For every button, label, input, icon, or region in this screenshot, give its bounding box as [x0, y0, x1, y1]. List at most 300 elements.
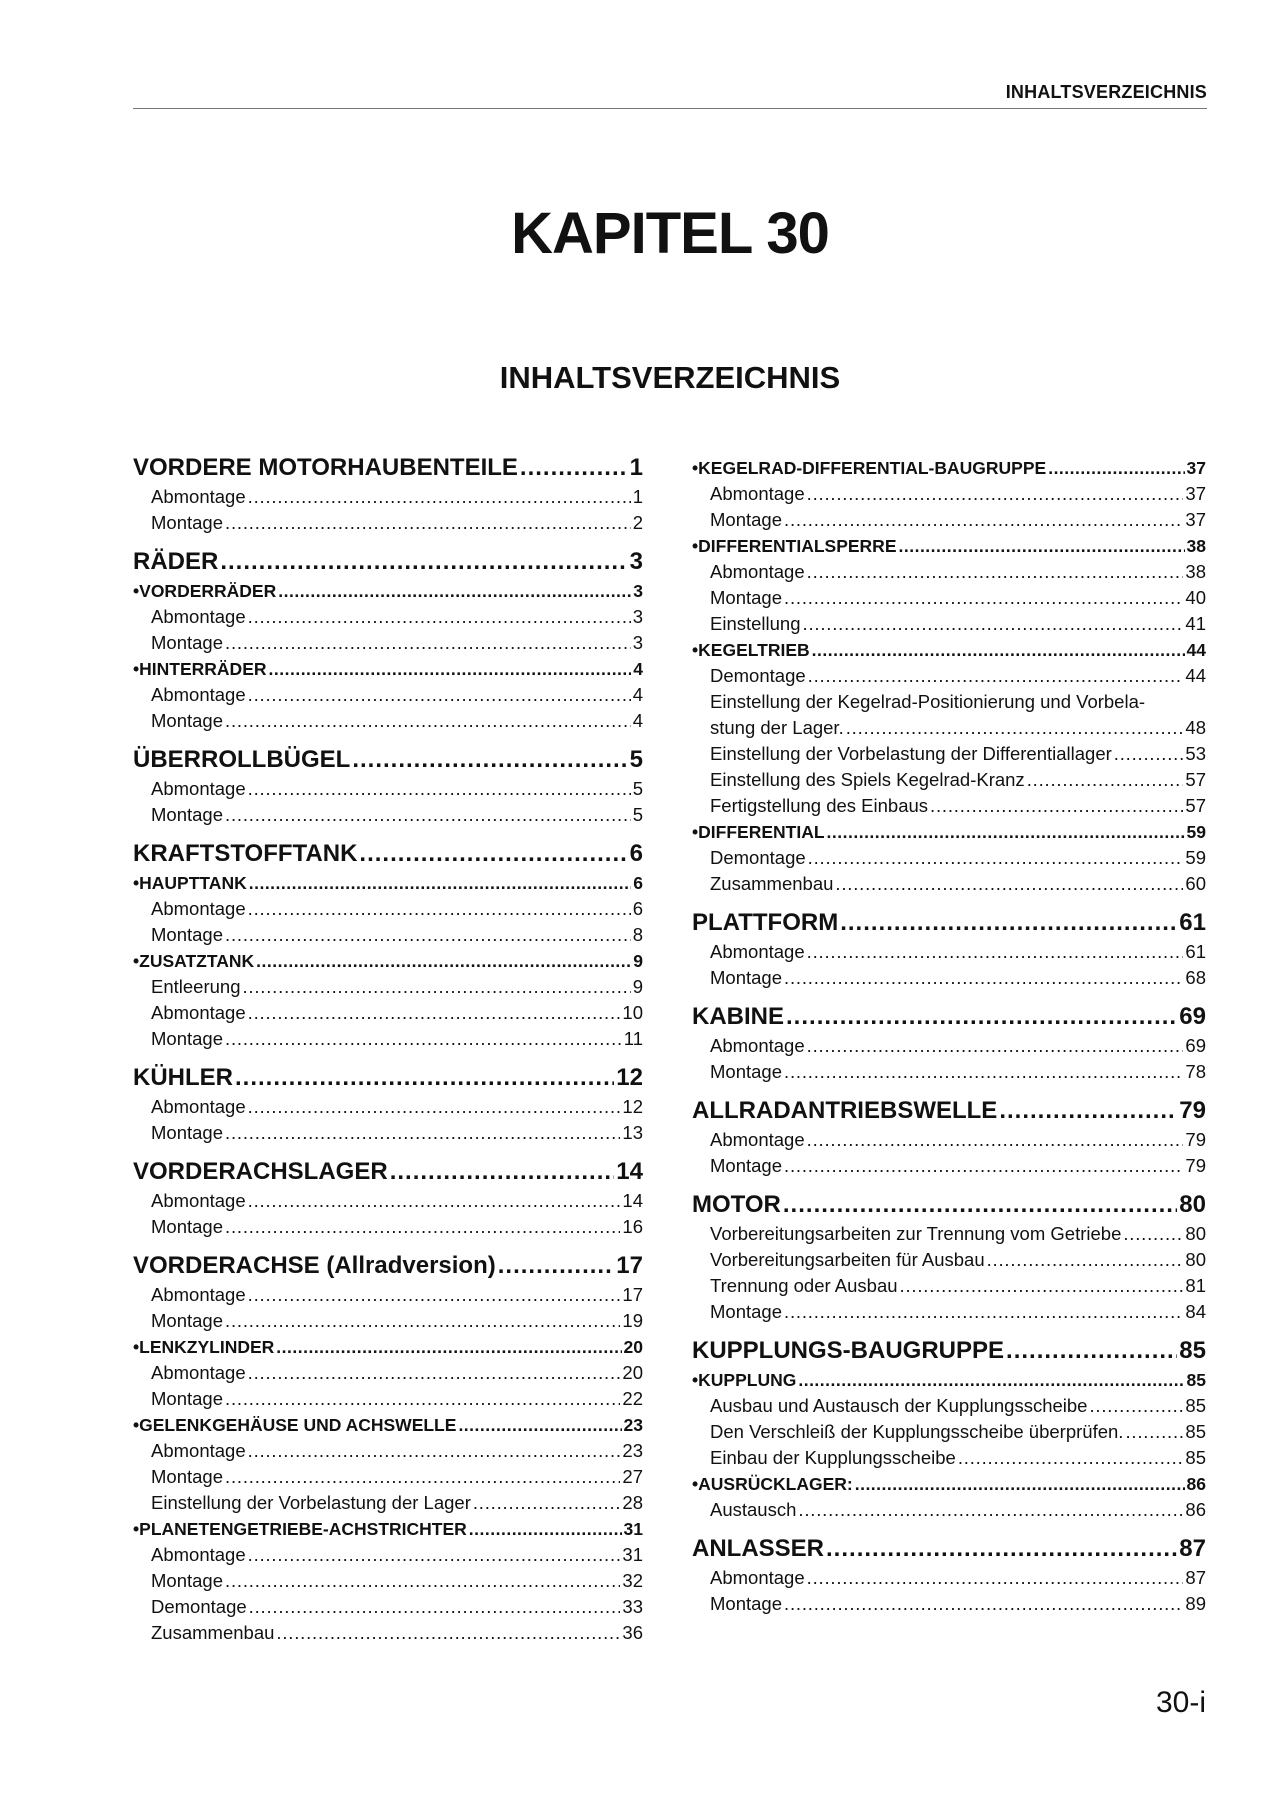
toc-page-number: 33 — [622, 1596, 643, 1617]
toc-entry-label: Abmontage — [710, 483, 805, 504]
toc-entry[interactable] — [692, 507, 1206, 533]
toc-entry[interactable] — [133, 484, 643, 510]
toc-entry-label: Einstellung — [710, 613, 801, 634]
dot-leader — [249, 870, 632, 896]
toc-entry-label: DIFFERENTIALSPERRE — [698, 536, 897, 556]
running-header-title: INHALTSVERZEICHNIS — [1005, 82, 1207, 102]
toc-section[interactable] — [692, 1189, 1206, 1221]
toc-page-number: 5 — [629, 746, 643, 773]
toc-entry[interactable] — [133, 1120, 643, 1146]
bullet-icon: • — [133, 659, 140, 679]
toc-page-number: 85 — [1185, 1421, 1206, 1442]
toc-page-number: 5 — [632, 778, 643, 799]
dot-leader — [225, 922, 631, 948]
toc-entry-label: Austausch — [710, 1499, 797, 1520]
dot-leader — [803, 611, 1184, 637]
toc-entry[interactable] — [133, 604, 643, 630]
toc-entry[interactable] — [692, 1565, 1206, 1591]
dot-leader — [807, 559, 1184, 585]
toc-entry-label: Abmontage — [151, 1362, 246, 1383]
toc-page-number: 61 — [1179, 909, 1206, 936]
dot-leader — [783, 1189, 1177, 1221]
toc-entry-label: Montage — [151, 1216, 223, 1237]
toc-entry[interactable] — [133, 1568, 643, 1594]
toc-subsection[interactable] — [692, 455, 1206, 481]
dot-leader — [220, 546, 627, 578]
toc-page-number: 40 — [1185, 587, 1206, 608]
toc-entry-label: Montage — [151, 1570, 223, 1591]
toc-page-number: 44 — [1186, 640, 1206, 660]
toc-entry-label: Montage — [710, 1155, 782, 1176]
toc-entry-label: Einstellung des Spiels Kegelrad-Kranz — [710, 769, 1025, 790]
dot-leader — [458, 1412, 621, 1438]
toc-page-number: 87 — [1179, 1535, 1206, 1562]
dot-leader — [987, 1247, 1184, 1273]
dot-leader — [808, 663, 1184, 689]
toc-page-number: 32 — [622, 1570, 643, 1591]
dot-leader — [1027, 767, 1184, 793]
dot-leader — [225, 1386, 620, 1412]
toc-subsection[interactable] — [692, 533, 1206, 559]
toc-entry-label: Einstellung der Vorbelastung der Lager — [151, 1492, 471, 1513]
toc-entry[interactable] — [692, 1033, 1206, 1059]
dot-leader — [846, 715, 1184, 741]
toc-entry-label: Abmontage — [710, 1035, 805, 1056]
toc-entry-label: ANLASSER — [692, 1535, 825, 1562]
toc-section[interactable] — [692, 1001, 1206, 1033]
toc-entry[interactable] — [133, 922, 643, 948]
toc-entry-label: Montage — [710, 509, 782, 530]
toc-entry[interactable] — [692, 1591, 1206, 1617]
toc-section[interactable] — [133, 838, 643, 870]
toc-entry-label: VORDERRÄDER — [139, 581, 277, 601]
toc-entry-label-line: Einstellung der Kegelrad-Positionierung und Vorbela- — [710, 691, 1146, 712]
toc-entry-label: Abmontage — [151, 1096, 246, 1117]
dot-leader — [359, 838, 627, 870]
toc-entry-label: Demontage — [710, 665, 806, 686]
toc-entry[interactable] — [133, 1386, 643, 1412]
dot-leader — [1089, 1393, 1183, 1419]
toc-page-number: 89 — [1185, 1593, 1206, 1614]
toc-entry[interactable] — [692, 1299, 1206, 1325]
toc-entry[interactable] — [692, 767, 1206, 793]
toc-section[interactable] — [692, 1533, 1206, 1565]
dot-leader — [469, 1516, 622, 1542]
bullet-icon: • — [692, 458, 699, 478]
toc-entry-label: KRAFTSTOFFTANK — [133, 840, 358, 867]
toc-entry-label: Abmontage — [151, 684, 246, 705]
toc-page-number: 1 — [629, 454, 643, 481]
dot-leader — [784, 585, 1183, 611]
toc-page-number: 84 — [1185, 1301, 1206, 1322]
dot-leader — [784, 1299, 1183, 1325]
dot-leader — [352, 744, 627, 776]
dot-leader — [269, 656, 632, 682]
dot-leader — [248, 604, 631, 630]
toc-subsection[interactable] — [133, 870, 643, 896]
dot-leader — [826, 1533, 1177, 1565]
toc-page-number: 12 — [616, 1064, 643, 1091]
toc-entry[interactable] — [133, 1464, 643, 1490]
dot-leader — [1048, 455, 1184, 481]
toc-entry[interactable] — [133, 776, 643, 802]
toc-page-number: 17 — [616, 1252, 643, 1279]
toc-entry-label: HINTERRÄDER — [139, 659, 267, 679]
toc-subsection[interactable] — [133, 948, 643, 974]
toc-entry[interactable] — [692, 1497, 1206, 1523]
toc-entry[interactable] — [133, 1490, 643, 1516]
toc-section[interactable] — [692, 1335, 1206, 1367]
toc-page-number: 48 — [1185, 717, 1206, 738]
toc-entry[interactable] — [692, 1445, 1206, 1471]
toc-page-number: 9 — [632, 976, 643, 997]
toc-page-number: 12 — [622, 1096, 643, 1117]
dot-leader — [784, 1059, 1183, 1085]
toc-section[interactable] — [133, 744, 643, 776]
toc-entry[interactable] — [133, 1438, 643, 1464]
dot-leader — [1125, 1419, 1183, 1445]
toc-subsection[interactable] — [692, 1367, 1206, 1393]
toc-entry-label: Den Verschleiß der Kupplungsscheibe überprüfen. — [710, 1421, 1124, 1442]
toc-entry-label: Demontage — [710, 847, 806, 868]
toc-page-number: 81 — [1185, 1275, 1206, 1296]
toc-section[interactable] — [133, 1062, 643, 1094]
toc-section[interactable] — [692, 907, 1206, 939]
toc-entry[interactable] — [692, 481, 1206, 507]
toc-page-number: 80 — [1185, 1223, 1206, 1244]
dot-leader — [225, 630, 631, 656]
toc-subsection[interactable] — [133, 1412, 643, 1438]
toc-entry[interactable] — [133, 1542, 643, 1568]
dot-leader — [855, 1471, 1185, 1497]
dot-leader — [256, 948, 631, 974]
toc-page-number: 53 — [1185, 743, 1206, 764]
toc-entry[interactable] — [133, 1360, 643, 1386]
dot-leader — [248, 1188, 621, 1214]
toc-page-number: 79 — [1185, 1155, 1206, 1176]
toc-entry-label: Montage — [710, 1301, 782, 1322]
toc-entry-label: Abmontage — [151, 1284, 246, 1305]
toc-subsection[interactable] — [692, 637, 1206, 663]
toc-page-number: 4 — [633, 659, 643, 679]
bullet-icon: • — [692, 822, 699, 842]
toc-page-number: 85 — [1185, 1395, 1206, 1416]
dot-leader — [958, 1445, 1184, 1471]
toc-section[interactable] — [133, 1156, 643, 1188]
toc-entry[interactable] — [692, 1127, 1206, 1153]
toc-page-number: 9 — [633, 951, 643, 971]
toc-entry[interactable] — [692, 1273, 1206, 1299]
dot-leader — [812, 637, 1185, 663]
toc-entry-label: Abmontage — [151, 1190, 246, 1211]
toc-section[interactable] — [133, 546, 643, 578]
dot-leader — [899, 533, 1185, 559]
toc-page-number: 86 — [1186, 1474, 1206, 1494]
toc-entry[interactable] — [133, 802, 643, 828]
dot-leader — [784, 1153, 1183, 1179]
dot-leader — [249, 1594, 621, 1620]
dot-leader — [473, 1490, 621, 1516]
toc-entry-label: Abmontage — [151, 1440, 246, 1461]
toc-entry[interactable] — [692, 1221, 1206, 1247]
dot-leader — [248, 1000, 621, 1026]
toc-entry[interactable] — [692, 871, 1206, 897]
toc-subsection[interactable] — [133, 578, 643, 604]
toc-section[interactable] — [133, 1250, 643, 1282]
toc-page-number: 59 — [1186, 822, 1206, 842]
toc-page-number: 86 — [1185, 1499, 1206, 1520]
toc-entry-label: KABINE — [692, 1003, 785, 1030]
toc-entry-label: Abmontage — [710, 1129, 805, 1150]
toc-page-number: 2 — [632, 512, 643, 533]
toc-page-number: 20 — [622, 1362, 643, 1383]
dot-leader — [798, 1367, 1184, 1393]
dot-leader — [1123, 1221, 1183, 1247]
toc-entry[interactable] — [133, 1026, 643, 1052]
dot-leader — [242, 974, 630, 1000]
toc-page-number: 78 — [1185, 1061, 1206, 1082]
dot-leader — [798, 1497, 1183, 1523]
toc-entry[interactable] — [692, 1247, 1206, 1273]
toc-page-number: 4 — [632, 684, 643, 705]
toc-entry[interactable] — [692, 965, 1206, 991]
toc-page-number: 1 — [632, 486, 643, 507]
toc-entry-label: Montage — [151, 1310, 223, 1331]
toc-entry-label: Einbau der Kupplungsscheibe — [710, 1447, 956, 1468]
toc-page-number: 36 — [622, 1622, 643, 1643]
toc-entry[interactable] — [133, 1308, 643, 1334]
dot-leader — [248, 1438, 621, 1464]
bullet-icon: • — [133, 951, 140, 971]
toc-entry-label: Abmontage — [151, 1544, 246, 1565]
toc-page-number: 11 — [623, 1028, 643, 1049]
bullet-icon: • — [692, 640, 699, 660]
toc-entry-label: Montage — [151, 512, 223, 533]
toc-entry[interactable] — [692, 1419, 1206, 1445]
toc-entry[interactable] — [692, 939, 1206, 965]
toc-entry[interactable] — [692, 1153, 1206, 1179]
dot-leader — [807, 939, 1184, 965]
toc-entry-label: Einstellung der Vorbelastung der Differentiallager — [710, 743, 1112, 764]
toc-entry-label: VORDERACHSE (Allradversion) — [133, 1252, 496, 1279]
toc-entry-label: Montage — [151, 1122, 223, 1143]
dot-leader — [248, 896, 631, 922]
toc-entry-label: PLANETENGETRIEBE-ACHSTRICHTER — [139, 1519, 467, 1539]
dot-leader — [225, 1308, 620, 1334]
toc-page-number: 17 — [622, 1284, 643, 1305]
toc-page-number: 85 — [1185, 1447, 1206, 1468]
toc-entry[interactable] — [692, 559, 1206, 585]
toc-entry-label: KUPPLUNGS-BAUGRUPPE — [692, 1337, 1005, 1364]
toc-page-number: 31 — [623, 1519, 643, 1539]
dot-leader — [276, 1620, 620, 1646]
dot-leader — [807, 1033, 1184, 1059]
dot-leader — [235, 1062, 614, 1094]
toc-title: INHALTSVERZEICHNIS — [499, 360, 841, 395]
toc-entry[interactable] — [133, 630, 643, 656]
toc-entry-label: Montage — [151, 1466, 223, 1487]
toc-entry[interactable] — [133, 510, 643, 536]
toc-entry-label: KÜHLER — [133, 1064, 233, 1091]
toc-entry[interactable] — [133, 1594, 643, 1620]
toc-page-number: 22 — [622, 1388, 643, 1409]
dot-leader — [248, 682, 631, 708]
toc-page-number: 37 — [1185, 509, 1206, 530]
toc-page-number: 79 — [1179, 1097, 1206, 1124]
toc-right-column — [692, 455, 1206, 1617]
dot-leader — [225, 1568, 620, 1594]
toc-entry[interactable] — [692, 585, 1206, 611]
toc-page-number: 3 — [629, 548, 643, 575]
toc-page-number: 8 — [632, 924, 643, 945]
toc-entry-label: AUSRÜCKLAGER: — [698, 1474, 853, 1494]
toc-page-number: 31 — [622, 1544, 643, 1565]
dot-leader — [786, 1001, 1177, 1033]
toc-entry-label: Abmontage — [151, 898, 246, 919]
toc-entry-label: Vorbereitungsarbeiten zur Trennung vom Getriebe — [710, 1223, 1122, 1244]
toc-entry-label: Montage — [710, 587, 782, 608]
toc-entry[interactable] — [692, 845, 1206, 871]
toc-entry[interactable] — [692, 611, 1206, 637]
toc-page-number: 80 — [1179, 1191, 1206, 1218]
toc-page-number: 68 — [1185, 967, 1206, 988]
dot-leader — [520, 452, 628, 484]
dot-leader — [225, 510, 631, 536]
dot-leader — [784, 965, 1183, 991]
toc-page-number: 60 — [1185, 873, 1206, 894]
toc-entry-label: Montage — [151, 1388, 223, 1409]
bullet-icon: • — [133, 873, 140, 893]
toc-subsection[interactable] — [692, 819, 1206, 845]
toc-entry[interactable] — [692, 1393, 1206, 1419]
toc-page-number: 87 — [1185, 1567, 1206, 1588]
toc-page-number: 41 — [1185, 613, 1206, 634]
toc-entry-label: KEGELTRIEB — [698, 640, 810, 660]
toc-page-number: 3 — [633, 581, 643, 601]
toc-entry[interactable] — [692, 1059, 1206, 1085]
dot-leader — [278, 578, 631, 604]
dot-leader — [835, 871, 1183, 897]
toc-entry-label: KEGELRAD-DIFFERENTIAL-BAUGRUPPE — [698, 458, 1047, 478]
toc-entry-label: Montage — [151, 804, 223, 825]
toc-page-number: 14 — [622, 1190, 643, 1211]
toc-page-number: 6 — [633, 873, 643, 893]
toc-entry-label: Zusammenbau — [151, 1622, 275, 1643]
bullet-icon: • — [692, 536, 699, 556]
toc-entry-label: Abmontage — [151, 486, 246, 507]
toc-entry[interactable] — [692, 793, 1206, 819]
toc-subsection[interactable] — [133, 1516, 643, 1542]
toc-left-column — [133, 452, 643, 1646]
dot-leader — [807, 1565, 1184, 1591]
running-header — [133, 80, 1207, 109]
dot-leader — [248, 1282, 621, 1308]
toc-page-number: 3 — [632, 606, 643, 627]
dot-leader — [248, 484, 631, 510]
toc-page-number: 37 — [1185, 483, 1206, 504]
toc-page-number: 59 — [1185, 847, 1206, 868]
bullet-icon: • — [692, 1370, 699, 1390]
toc-section[interactable] — [692, 1095, 1206, 1127]
dot-leader — [248, 1542, 621, 1568]
toc-page-number: 13 — [622, 1122, 643, 1143]
toc-entry-label: LENKZYLINDER — [139, 1337, 275, 1357]
toc-entry[interactable] — [133, 974, 643, 1000]
toc-entry-label: Abmontage — [151, 1002, 246, 1023]
dot-leader — [498, 1250, 615, 1282]
toc-entry-label: Ausbau und Austausch der Kupplungsscheibe — [710, 1395, 1088, 1416]
toc-entry-label: Fertigstellung des Einbaus — [710, 795, 929, 816]
toc-entry-label: Montage — [151, 632, 223, 653]
toc-page-number: 69 — [1185, 1035, 1206, 1056]
toc-entry-label: Abmontage — [710, 561, 805, 582]
toc-page-number: 10 — [622, 1002, 643, 1023]
toc-page-number: 44 — [1185, 665, 1206, 686]
toc-section[interactable] — [133, 452, 643, 484]
toc-page-number: 57 — [1185, 795, 1206, 816]
toc-page-number: 5 — [632, 804, 643, 825]
dot-leader — [807, 481, 1184, 507]
dot-leader — [999, 1095, 1177, 1127]
toc-page-number: 27 — [622, 1466, 643, 1487]
toc-entry[interactable] — [133, 896, 643, 922]
toc-subsection[interactable] — [133, 1334, 643, 1360]
toc-entry[interactable] — [692, 741, 1206, 767]
toc-entry[interactable] — [133, 1094, 643, 1120]
toc-entry[interactable] — [133, 1188, 643, 1214]
toc-entry[interactable] — [692, 715, 1206, 741]
toc-entry[interactable] — [692, 663, 1206, 689]
dot-leader — [807, 1127, 1184, 1153]
toc-page-number: 6 — [629, 840, 643, 867]
toc-page-number: 80 — [1185, 1249, 1206, 1270]
toc-entry-label: Zusammenbau — [710, 873, 834, 894]
page-number: 30-i — [1155, 1686, 1206, 1719]
dot-leader — [276, 1334, 621, 1360]
toc-entry-label: Trennung oder Ausbau — [710, 1275, 898, 1296]
toc-entry-label: Montage — [151, 1028, 223, 1049]
dot-leader — [784, 1591, 1183, 1617]
toc-page-number: 38 — [1185, 561, 1206, 582]
toc-entry[interactable] — [133, 1000, 643, 1026]
toc-subsection[interactable] — [692, 1471, 1206, 1497]
bullet-icon: • — [133, 1519, 140, 1539]
dot-leader — [784, 507, 1183, 533]
toc-entry[interactable] — [133, 1214, 643, 1240]
toc-entry-label: Demontage — [151, 1596, 247, 1617]
toc-subsection[interactable] — [133, 656, 643, 682]
toc-entry[interactable] — [133, 1620, 643, 1646]
dot-leader — [225, 1120, 620, 1146]
toc-entry-label: Abmontage — [710, 1567, 805, 1588]
toc-entry-label: ZUSATZTANK — [139, 951, 255, 971]
toc-page-number: 14 — [616, 1158, 643, 1185]
toc-entry-label: RÄDER — [133, 548, 219, 575]
toc-page-number: 79 — [1185, 1129, 1206, 1150]
toc-page-number: 6 — [632, 898, 643, 919]
toc-entry[interactable] — [133, 1282, 643, 1308]
toc-entry-label: Vorbereitungsarbeiten für Ausbau — [710, 1249, 985, 1270]
toc-entry[interactable] — [133, 682, 643, 708]
toc-entry-label: Abmontage — [151, 606, 246, 627]
toc-entry[interactable] — [133, 708, 643, 734]
toc-page-number: 16 — [622, 1216, 643, 1237]
dot-leader — [248, 1094, 621, 1120]
dot-leader — [930, 793, 1183, 819]
toc-entry-label: PLATTFORM — [692, 909, 839, 936]
toc-entry-label: Montage — [151, 710, 223, 731]
toc-page-number: 4 — [632, 710, 643, 731]
